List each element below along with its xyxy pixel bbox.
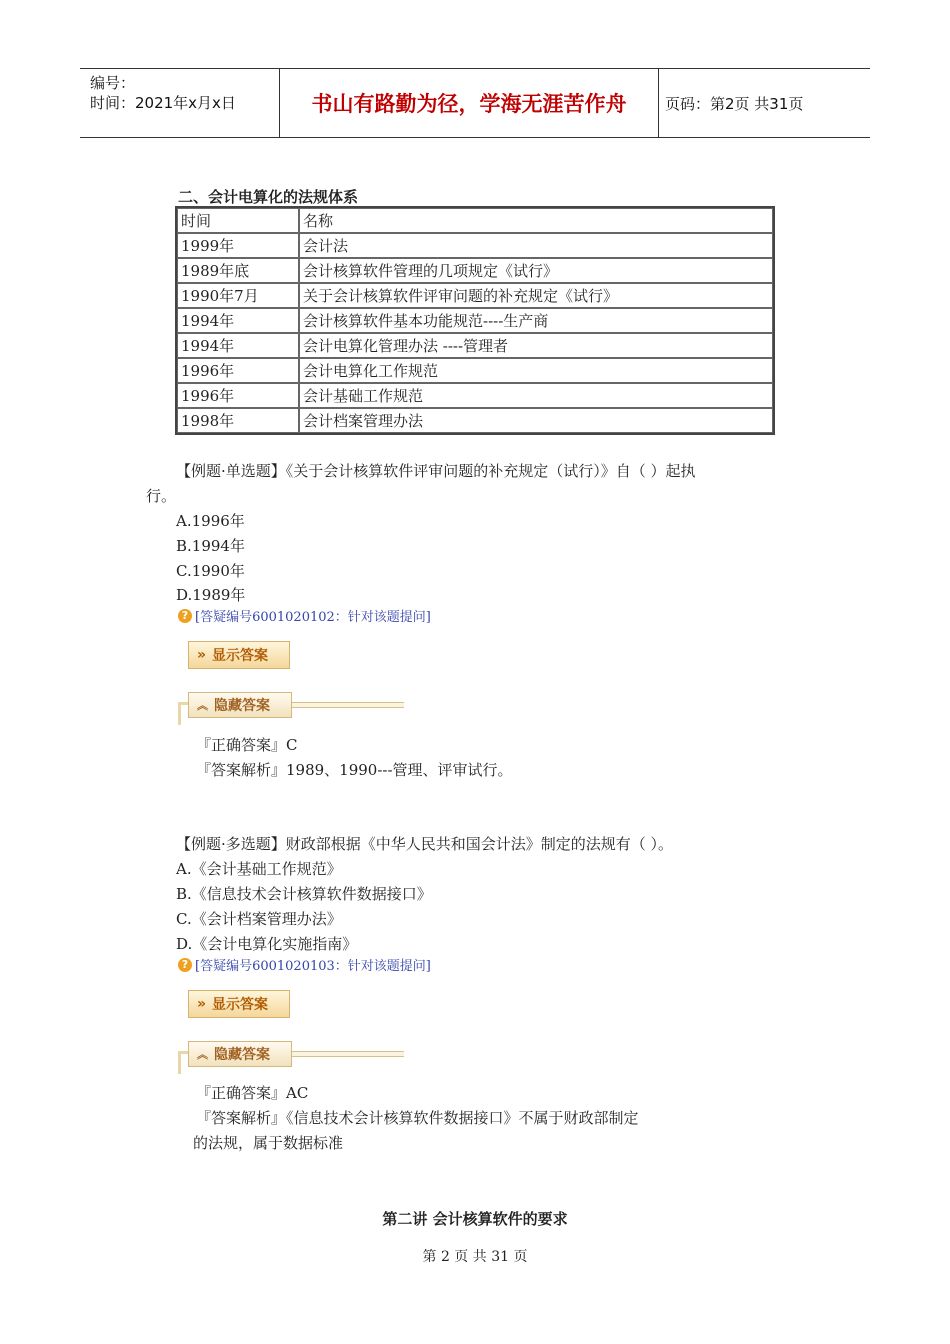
q2-hide-answer-button[interactable] <box>188 1041 292 1067</box>
q2-option-b: B.《信息技术会计核算软件数据接口》 <box>176 885 432 903</box>
lecture-title: 第二讲 会计核算软件的要求 <box>382 1210 568 1228</box>
table-row <box>177 308 773 333</box>
q2-option-a: A.《会计基础工作规范》 <box>176 860 342 878</box>
table-cell: 1994年 <box>177 333 299 358</box>
table-cell: 会计档案管理办法 <box>299 408 773 433</box>
table-row <box>177 283 773 308</box>
table-cell: 1999年 <box>177 233 299 258</box>
table-cell: 1989年底 <box>177 258 299 283</box>
table-cell: 关于会计核算软件评审问题的补充规定《试行》 <box>299 283 773 308</box>
q1-analysis: 『答案解析』1989、1990---管理、评审试行。 <box>196 761 513 779</box>
q2-show-answer-button[interactable] <box>188 990 290 1018</box>
q1-option-c: C.1990年 <box>176 562 245 580</box>
q1-ask-link[interactable] <box>178 606 431 625</box>
question-icon: ? <box>178 958 192 972</box>
q1-option-a: A.1996年 <box>176 512 245 530</box>
q1-show-answer-label: 显示答案 <box>212 648 269 664</box>
page-footer: 第 2 页 共 31 页 <box>422 1249 528 1265</box>
table-row <box>177 233 773 258</box>
q1-answer: 『正确答案』C <box>196 736 298 754</box>
q2-ask-link-text: [答疑编号6001020103：针对该题提问] <box>195 959 431 974</box>
doc-time-label: 时间：2021年x月x日 <box>90 94 236 112</box>
q2-ask-link[interactable] <box>178 955 431 974</box>
q2-hide-answer-label: 隐藏答案 <box>214 1047 270 1063</box>
q1-hide-answer-label: 隐藏答案 <box>214 698 270 714</box>
table-row <box>177 358 773 383</box>
table-cell: 1990年7月 <box>177 283 299 308</box>
chevron-up-icon: ︽ <box>197 699 208 712</box>
q2-stem: 【例题·多选题】财政部根据《中华人民共和国会计法》制定的法规有（ ）。 <box>176 835 674 853</box>
section-title: 二、会计电算化的法规体系 <box>178 188 359 206</box>
table-row <box>177 383 773 408</box>
q2-show-answer-label: 显示答案 <box>212 997 269 1013</box>
table-cell: 会计核算软件基本功能规范----生产商 <box>299 308 773 333</box>
table-row <box>177 333 773 358</box>
table-cell: 1994年 <box>177 308 299 333</box>
table-row <box>177 408 773 433</box>
q1-option-b: B.1994年 <box>176 537 245 555</box>
chevron-up-icon: ︽ <box>197 1048 208 1061</box>
table-cell: 会计核算软件管理的几项规定《试行》 <box>299 258 773 283</box>
chevron-right-icon: » <box>197 647 207 663</box>
table-cell: 1996年 <box>177 358 299 383</box>
table-cell: 会计法 <box>299 233 773 258</box>
q1-show-answer-button[interactable] <box>188 641 290 669</box>
q1-hide-answer-bar <box>178 692 404 722</box>
table-header-cell: 名称 <box>299 208 773 233</box>
table-cell: 会计电算化管理办法 ----管理者 <box>299 333 773 358</box>
q1-stem-line1: 【例题·单选题】《关于会计核算软件评审问题的补充规定（试行）》自（ ）起执 <box>176 462 696 480</box>
table-cell: 1996年 <box>177 383 299 408</box>
table-row <box>177 258 773 283</box>
q2-analysis-line2: 的法规，属于数据标准 <box>193 1134 344 1152</box>
q2-answer: 『正确答案』AC <box>196 1084 309 1102</box>
q1-option-d: D.1989年 <box>176 586 246 604</box>
table-cell: 会计基础工作规范 <box>299 383 773 408</box>
header-page-number: 页码：第2页 共31页 <box>665 94 804 113</box>
q2-analysis-line1: 『答案解析』《信息技术会计核算软件数据接口》不属于财政部制定 <box>196 1109 639 1127</box>
doc-id-label: 编号： <box>90 74 136 92</box>
q2-hide-answer-bar <box>178 1041 404 1071</box>
regulations-table <box>175 206 775 435</box>
table-header-cell: 时间 <box>177 208 299 233</box>
header-motto: 书山有路勤为径，学海无涯苦作舟 <box>280 69 659 137</box>
table-cell: 1998年 <box>177 408 299 433</box>
q2-option-c: C.《会计档案管理办法》 <box>176 910 342 928</box>
header-left-cell <box>80 69 280 137</box>
question-icon: ? <box>178 609 192 623</box>
table-cell: 会计电算化工作规范 <box>299 358 773 383</box>
q1-hide-answer-button[interactable] <box>188 692 292 718</box>
q2-option-d: D.《会计电算化实施指南》 <box>176 935 358 953</box>
q1-stem-line2: 行。 <box>146 487 177 505</box>
chevron-right-icon: » <box>197 996 207 1012</box>
table-header-row <box>177 208 773 233</box>
q1-ask-link-text: [答疑编号6001020102：针对该题提问] <box>195 610 431 625</box>
page-header <box>80 68 870 138</box>
